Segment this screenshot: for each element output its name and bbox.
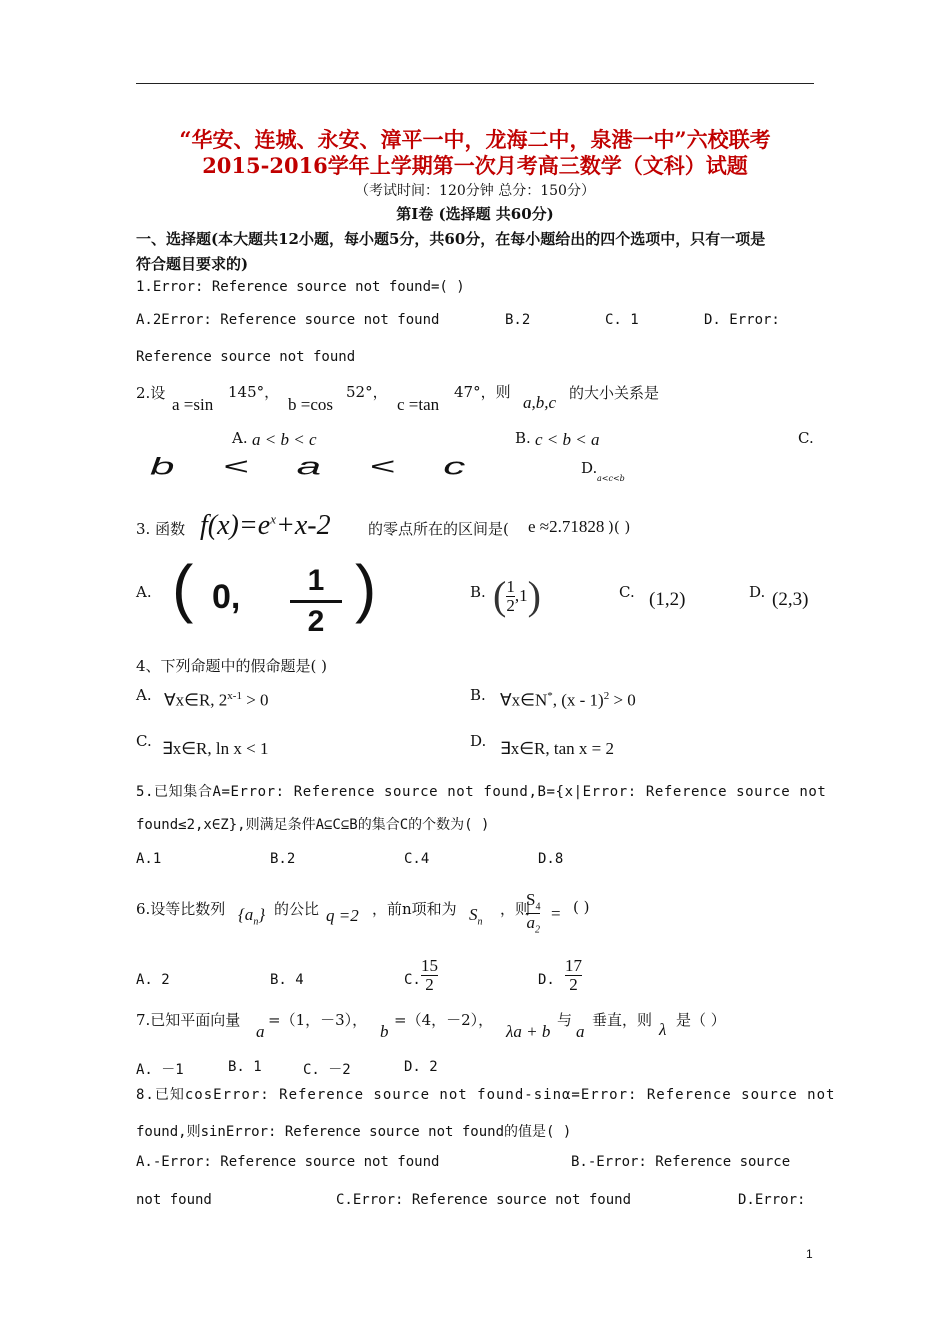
q2-stem-post: 的大小关系是 bbox=[569, 384, 660, 402]
q3-option-a-open: ( bbox=[172, 552, 194, 624]
q6-stem-pre: 6.设等比数列 bbox=[136, 900, 226, 918]
q3-option-b: ( $\frac{1}{2}$ ,1 ) bbox=[493, 573, 541, 618]
q4-option-b: ∀x∈N*, (x - 1)$^2$ > 0 bbox=[500, 690, 636, 710]
q5-stem-line2: found≤2,x∈Z},则满足条件A⊆C⊆B的集合C的个数为( ) bbox=[136, 817, 490, 833]
q6-option-d-label: D. bbox=[538, 972, 555, 988]
q8-option-a: A.-Error: Reference source not found bbox=[136, 1154, 440, 1170]
q7-option-b: B. 1 bbox=[228, 1059, 262, 1075]
q7-vector-b: b bbox=[380, 1022, 389, 1041]
q2-option-a-label: A. bbox=[232, 429, 248, 447]
q3-option-a-close: ) bbox=[355, 552, 377, 624]
q5-option-a: A.1 bbox=[136, 851, 162, 867]
q8-option-b: B.-Error: Reference source bbox=[571, 1154, 791, 1170]
q3-option-a-label: A. bbox=[136, 583, 152, 601]
q7-option-d: D. 2 bbox=[404, 1059, 438, 1075]
q8-option-b-cont: not found bbox=[136, 1192, 212, 1208]
q4-option-d-label: D. bbox=[470, 732, 487, 750]
q3-e-value: e ≈2.71828 bbox=[528, 517, 605, 536]
q3-option-c: (1,2) bbox=[649, 589, 686, 610]
q6-option-c-label: C. bbox=[404, 972, 421, 988]
q4-option-b-label: B. bbox=[470, 686, 486, 704]
q7-a-value: =（1，－3）， bbox=[268, 1011, 368, 1029]
exam-info: （考试时间：120分钟 总分：150分） bbox=[355, 183, 595, 199]
q4-option-d: ∃x∈R, tan x = 2 bbox=[500, 739, 614, 758]
q2-stem-pre: 2.设 bbox=[136, 384, 166, 402]
q8-option-d: D.Error: bbox=[738, 1192, 806, 1208]
q1-option-c: C. 1 bbox=[605, 312, 639, 328]
q6-option-a: A. 2 bbox=[136, 972, 170, 988]
q6-equals: = bbox=[551, 904, 561, 923]
header-rule bbox=[136, 83, 814, 84]
q2-option-c: b < a < c bbox=[150, 453, 484, 480]
q7-option-c: C. －2 bbox=[303, 1062, 351, 1078]
q3-option-b-label: B. bbox=[470, 583, 486, 601]
q7-option-a: A. －1 bbox=[136, 1062, 184, 1078]
q8-stem-line2: found,则sinError: Reference source not found的值是( ) bbox=[136, 1124, 572, 1140]
q6-fraction: $\frac{S_4}{a_2}$ bbox=[526, 890, 541, 936]
q7-perp: 垂直，则 bbox=[592, 1011, 653, 1029]
q3-option-d-label: D. bbox=[749, 583, 766, 601]
q5-option-b: B.2 bbox=[270, 851, 296, 867]
q7-lambda: λ bbox=[659, 1020, 667, 1039]
q3-option-a-fraction: 1 2 bbox=[290, 566, 342, 637]
q2-a-deg: 145°， bbox=[228, 383, 280, 401]
q2-option-b-label: B. bbox=[515, 429, 531, 447]
q6-option-c: $\frac{15}{2}$ bbox=[421, 956, 438, 994]
q4-option-a-label: A. bbox=[136, 686, 152, 704]
q2-c-expr: c =tan bbox=[397, 395, 440, 414]
q2-a-expr: a =sin bbox=[172, 395, 214, 414]
q5-stem-line1: 5.已知集合A=Error: Reference source not found,B={x|Error: Reference source not bbox=[136, 784, 827, 800]
q6-ratio: q =2 bbox=[326, 906, 359, 925]
q1-option-d: D. Error: bbox=[704, 312, 780, 328]
q7-expression: λa + b bbox=[506, 1022, 551, 1041]
q4-option-a: ∀x∈R, $2^{x-1} > 0$ bbox=[164, 690, 269, 710]
q7-with: 与 bbox=[557, 1011, 573, 1029]
q3-stem-pre: 3. 函数 bbox=[136, 520, 186, 538]
q8-stem-line1: 8.已知cosError: Reference source not found-sinα=Error: Reference source not bbox=[136, 1087, 836, 1103]
q3-option-c-label: C. bbox=[619, 583, 635, 601]
q2-option-c-label: C. bbox=[798, 429, 814, 447]
q4-option-c: ∃x∈R, ln x < 1 bbox=[162, 739, 269, 758]
part-title: 第Ⅰ卷 (选择题 共60分) bbox=[396, 205, 554, 223]
q2-b-deg: 52°， bbox=[346, 383, 388, 401]
q2-c-deg: 47°，则 bbox=[454, 383, 511, 401]
q4-option-c-label: C. bbox=[136, 732, 152, 750]
q3-function: $f(x)=e^x+x-2$ bbox=[200, 510, 331, 541]
q6-mid1: 的公比 bbox=[274, 900, 320, 918]
q7-vector-a2: a bbox=[576, 1022, 585, 1041]
q1-option-a: A.2Error: Reference source not found bbox=[136, 312, 440, 328]
q2-option-d: a<c<b bbox=[597, 474, 625, 483]
section-heading-line2: 符合题目要求的) bbox=[136, 255, 249, 273]
section-heading-line1: 一、选择题(本大题共12小题，每小题5分，共60分，在每小题给出的四个选项中，只有一项是 bbox=[136, 230, 766, 248]
q3-stem-mid: 的零点所在的区间是( bbox=[368, 520, 509, 538]
q1-option-d-cont: Reference source not found bbox=[136, 349, 356, 365]
q6-end: ( ) bbox=[573, 898, 590, 916]
q3-stem-end: )( ) bbox=[608, 518, 631, 536]
page-number: 1 bbox=[806, 1247, 813, 1261]
q3-option-a-zero: 0, bbox=[212, 578, 241, 616]
q6-sequence: $\{a_n\}$ bbox=[238, 905, 266, 928]
q6-mid3: ，则 bbox=[500, 900, 531, 918]
q5-option-c: C.4 bbox=[404, 851, 430, 867]
q6-mid2: ，前n项和为 bbox=[372, 900, 457, 918]
q6-sn: $S_n$ bbox=[469, 905, 483, 928]
q2-option-a: a < b < c bbox=[252, 430, 317, 449]
exam-title-line1: “华安、连城、永安、漳平一中，龙海二中，泉港一中”六校联考 bbox=[179, 127, 771, 152]
q2-b-expr: b =cos bbox=[288, 395, 333, 414]
q2-vars: a,b,c bbox=[523, 393, 557, 412]
q7-end: 是（ ） bbox=[676, 1011, 726, 1029]
q6-option-d: $\frac{17}{2}$ bbox=[565, 956, 582, 994]
q7-b-value: =（4，－2）， bbox=[394, 1011, 494, 1029]
q1-stem: 1.Error: Reference source not found=( ) bbox=[136, 279, 465, 295]
q5-option-d: D.8 bbox=[538, 851, 564, 867]
q2-option-d-label: D. bbox=[581, 459, 598, 477]
q3-option-d: (2,3) bbox=[772, 589, 809, 610]
exam-title-line2: 2015-2016学年上学期第一次月考高三数学（文科）试题 bbox=[202, 153, 748, 178]
q7-vector-a: a bbox=[256, 1022, 265, 1041]
q7-stem-pre: 7.已知平面向量 bbox=[136, 1011, 241, 1029]
q2-option-b: c < b < a bbox=[535, 430, 600, 449]
q4-stem: 4、下列命题中的假命题是( ) bbox=[136, 657, 328, 675]
q1-option-b: B.2 bbox=[505, 312, 531, 328]
q8-option-c: C.Error: Reference source not found bbox=[336, 1192, 632, 1208]
q6-option-b: B. 4 bbox=[270, 972, 304, 988]
